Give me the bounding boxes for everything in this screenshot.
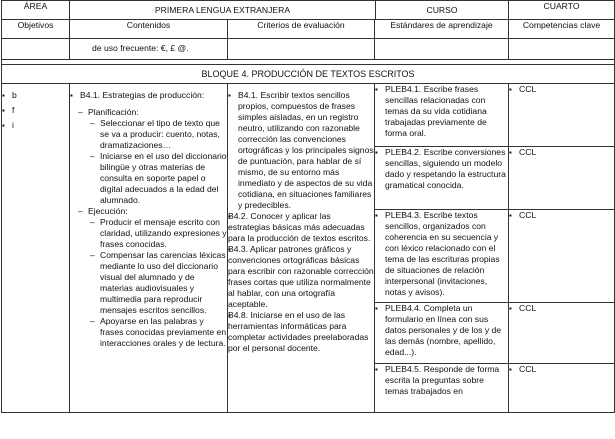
contenido-main: ▪ B4.1. Estrategias de producción: xyxy=(70,90,227,101)
standard-cell xyxy=(375,303,509,364)
header-row-columns xyxy=(2,20,615,39)
competencia-cell xyxy=(509,84,615,147)
ejecucion-item: – Compensar las carencias léxicas mediante lo uso del diccionario visual del alumnado y de materias audiovisuales y multimedia para reproducir mensajes escritos sencillos. xyxy=(90,250,227,316)
standard-text: ▪ PLEB4.5. Responde de forma escrita la preguntas sobre temas trabajados en xyxy=(375,364,508,397)
carryover-text: de uso frecuente: €, £ @. xyxy=(70,39,228,60)
standard-text: ▪ PLEB4.2. Escribe conversiones sencillas, siguiendo un modelo dado y respetando la estructura gramatical conocida. xyxy=(375,147,508,191)
criterio-item: ▪ B4.1. Escribir textos sencillos propios, compuestos de frases simples aisladas, en un registro neutro, utilizando con razonable corrección las convenciones ortográficas y los principales signos de puntuación, para hablar de sí mismo, de su entorno más inmediato y de aspectos de su vida cotidiana, en situaciones familiares y predecibles. xyxy=(228,90,374,211)
standard-cell xyxy=(375,84,509,147)
col-objetivos: Objetivos xyxy=(2,20,70,39)
criterio-item: ▪ B4.2. Conocer y aplicar las estrategias básicas más adecuadas para la producción de textos escritos. xyxy=(228,211,374,244)
planificacion-item: – Seleccionar el tipo de texto que se va a producir: cuento, notas, dramatizaciones… xyxy=(90,118,227,151)
curriculum-table xyxy=(1,0,615,413)
ejecucion-item: – Apoyarse en las palabras y frases conocidas previamente en interacciones orales y de lectura. xyxy=(90,316,227,349)
standard-text: ▪ PLEB4.1. Escribe frases sencillas relacionadas con temas da su vida cotidiana trabajadas previamente de forma oral. xyxy=(375,84,508,139)
col-contenidos: Contenidos xyxy=(70,20,228,39)
competencia-cell xyxy=(509,147,615,210)
ejecucion-title: – Ejecución: xyxy=(78,206,227,217)
col-competencias: Competencias clave xyxy=(509,20,615,39)
competencia-text: ▪ CCL xyxy=(509,84,614,95)
standard-cell xyxy=(375,147,509,210)
competencia-text: ▪ CCL xyxy=(509,210,614,221)
objetivo-item: ▪ i xyxy=(2,120,69,131)
col-estandares: Estándares de aprendizaje xyxy=(375,20,509,39)
standard-text: ▪ PLEB4.4. Completa un formulario en línea con sus datos personales y de los y de las demás (nombre, apellido, edad...). xyxy=(375,303,508,358)
competencia-text: ▪ CCL xyxy=(509,364,614,375)
objetivo-item: ▪ b xyxy=(2,90,69,101)
area-label: ÁREA xyxy=(2,1,70,20)
objetivo-item: ▪ f xyxy=(2,105,69,116)
area-name: PRIMERA LENGUA EXTRANJERA xyxy=(70,1,376,19)
criterio-item: ▪ B4.3. Aplicar patrones gráficos y convenciones ortográficas básicas para escribir con razonable corrección frases cortas que utiliza normalmente al hablar, con una ortografía aceptable. xyxy=(228,244,374,310)
competencia-cell xyxy=(509,364,615,413)
planificacion-item: – Iniciarse en el uso del diccionario bilingüe y otras materias de consulta en soporte papel o digital adecuados a la edad del alumnado. xyxy=(90,151,227,206)
competencia-text: ▪ CCL xyxy=(509,303,614,314)
header-row-area xyxy=(2,1,615,20)
competencia-text: ▪ CCL xyxy=(509,147,614,158)
objetivos-cell xyxy=(2,84,70,413)
ejecucion-item: – Producir el mensaje escrito con claridad, utilizando expresiones y frases conocidas. xyxy=(90,217,227,250)
planificacion-title: – Planificación: xyxy=(78,107,227,118)
curso-label: CURSO xyxy=(426,4,458,15)
carryover-row xyxy=(2,39,615,60)
contenidos-cell xyxy=(70,84,228,413)
block-title: BLOQUE 4. PRODUCCIÓN DE TEXTOS ESCRITOS xyxy=(2,65,615,84)
block-title-row xyxy=(2,65,615,84)
curso-value: CUARTO xyxy=(509,1,615,20)
standard-cell xyxy=(375,210,509,303)
col-criterios: Criterios de evaluación xyxy=(228,20,375,39)
criterios-cell xyxy=(228,84,375,413)
block-content-row xyxy=(2,84,615,147)
standard-text: ▪ PLEB4.3. Escribe textos sencillos, organizados con coherencia en su secuencia y con léxico relacionado con el tema de las escrituras propias de situaciones de relación interpersonal (invitaciones, notas y avisos). xyxy=(375,210,508,298)
standard-cell xyxy=(375,364,509,413)
competencia-cell xyxy=(509,210,615,303)
criterio-item: ▪ B4.8. Iniciarse en el uso de las herramientas informáticas para completar actividades preelaboradas por el personal docente. xyxy=(228,310,374,354)
competencia-cell xyxy=(509,303,615,364)
area-value xyxy=(70,1,509,20)
